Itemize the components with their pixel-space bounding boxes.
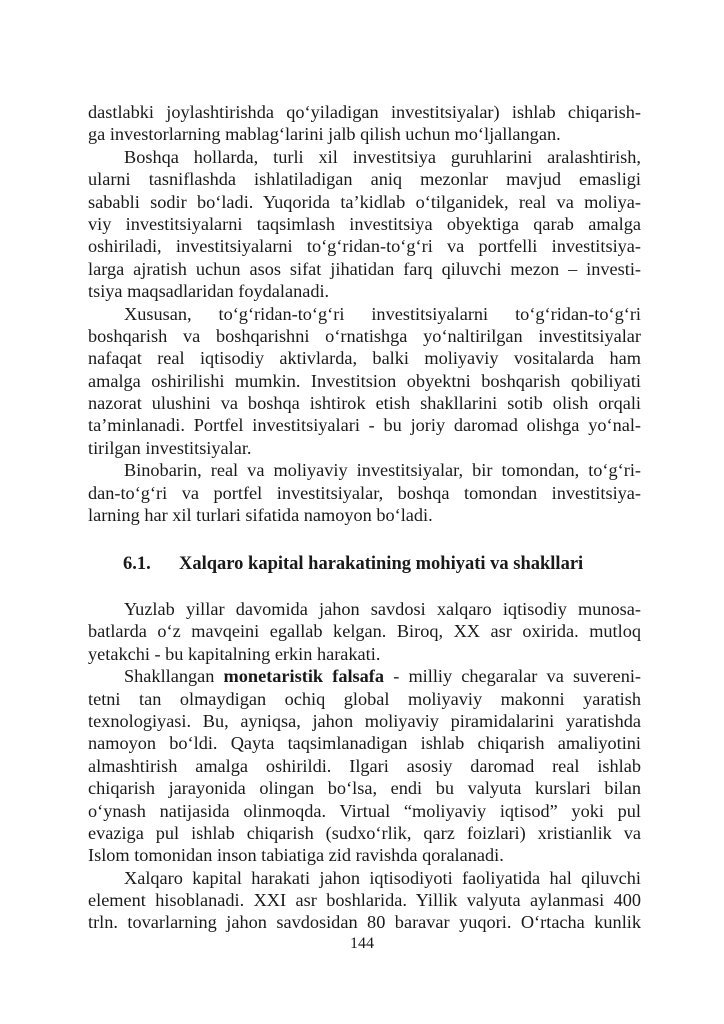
text-line: Xususan, to‘g‘ridan-to‘g‘ri investitsiyalarni to‘g‘ridan-to‘g‘ri	[124, 303, 641, 324]
text-line: yetakchi - bu kapitalning erkin harakati.	[88, 643, 381, 664]
section-heading	[123, 554, 583, 575]
text-line: trln. tovarlarning jahon savdosidan 80 baravar yuqori. O‘rtacha kunlik	[88, 912, 641, 933]
text-line: tetni tan olmaydigan ochiq global moliyaviy makonni yaratish	[88, 688, 641, 709]
text-run: Shakllangan	[124, 666, 224, 687]
text-line: tsiya maqsadlaridan foydalanadi.	[88, 281, 330, 302]
text-line: ularni tasniflashda ishlatiladigan aniq mezonlar mavjud emasligi	[88, 169, 641, 190]
text-run: - milliy chegaralar va suvereni-	[384, 666, 641, 687]
text-block-bottom	[88, 598, 641, 934]
page-number: 144	[350, 935, 374, 952]
text-line: dastlabki joylashtirishda qo‘yiladigan investitsiyalar) ishlab chiqarish-	[88, 102, 641, 122]
text-line: texnologiyasi. Bu, ayniqsa, jahon moliyaviy piramidalarini yaratishda	[88, 710, 641, 731]
text-line: larning har xil turlari sifatida namoyon bo‘ladi.	[88, 505, 433, 526]
section-title: Xalqaro kapital harakatining mohiyati va shakllari	[179, 554, 584, 574]
text-line: batlarda o‘z mavqeini egallab kelgan. Biroq, XX asr oxirida. mutloq	[88, 621, 641, 642]
text-line: amalga oshirilishi mumkin. Investitsion obyektni boshqarish qobiliyati	[88, 370, 641, 391]
bold-term: monetaristik falsafa	[223, 666, 385, 687]
text-line: almashtirish amalga oshirildi. Ilgari asosiy daromad real ishlab	[88, 755, 641, 776]
text-line: Boshqa hollarda, turli xil investitsiya guruhlarini aralashtirish,	[124, 146, 641, 167]
paragraph	[88, 459, 641, 526]
text-block-top	[88, 101, 641, 526]
text-line: namoyon bo‘ldi. Qayta taqsimlanadigan ishlab chiqarish amaliyotini	[88, 733, 641, 754]
text-line: sababli sodir bo‘ladi. Yuqorida ta’kidlab o‘tilganidek, real va moliya-	[88, 191, 641, 212]
text-line: oshiriladi, investitsiyalarni to‘g‘ridan-to‘g‘ri va portfelli investitsiya-	[88, 236, 641, 257]
text-line: nafaqat real iqtisodiy aktivlarda, balki moliyaviy vositalarda ham	[88, 348, 641, 369]
text-line	[88, 665, 641, 687]
paragraph	[88, 867, 641, 934]
text-line: Binobarin, real va moliyaviy investitsiyalar, bir tomondan, to‘g‘ri-	[124, 460, 641, 481]
text-line: ta’minlanadi. Portfel investitsiyalari - bu joriy daromad olishga yo‘nal-	[88, 415, 641, 436]
paragraph	[88, 598, 641, 665]
paragraph	[88, 101, 641, 146]
text-line: element hisoblanadi. XXI asr boshlarida. Yillik valyuta aylanmasi 400	[88, 890, 641, 911]
text-line: tirilgan investitsiyalar.	[88, 437, 252, 458]
text-line: Yuzlab yillar davomida jahon savdosi xalqaro iqtisodiy munosa-	[124, 599, 641, 619]
paragraph	[88, 665, 641, 867]
text-line: evaziga pul ishlab chiqarish (sudxo‘rlik, qarz foizlari) xristianlik va	[88, 822, 641, 843]
text-line: ga investorlarning mablag‘larini jalb qilish uchun mo‘ljallangan.	[88, 124, 561, 145]
text-line: Islom tomonidan inson tabiatiga zid ravishda qoralanadi.	[88, 845, 504, 866]
text-line: o‘ynash natijasida olinmoqda. Virtual “moliyaviy iqtisod” yoki pul	[88, 800, 641, 821]
text-line: dan-to‘g‘ri va portfel investitsiyalar, boshqa tomondan investitsiya-	[88, 482, 641, 503]
text-line: nazorat ulushini va boshqa ishtirok etish shakllarini sotib olish orqali	[88, 393, 641, 414]
section-number: 6.1.	[123, 554, 151, 574]
paragraph	[88, 303, 641, 460]
text-line: boshqarish va boshqarishni o‘rnatishga yo‘naltirilgan investitsiyalar	[88, 325, 641, 346]
text-line: viy investitsiyalarni taqsimlash investitsiya obyektiga qarab amalga	[88, 213, 641, 234]
text-line: chiqarish jarayonida olingan bo‘lsa, endi bu valyuta kurslari bilan	[88, 778, 641, 799]
text-line: Xalqaro kapital harakati jahon iqtisodiyoti faoliyatida hal qiluvchi	[124, 867, 641, 888]
paragraph	[88, 146, 641, 303]
text-line: larga ajratish uchun asos sifat jihatidan farq qiluvchi mezon – investi-	[88, 258, 641, 279]
